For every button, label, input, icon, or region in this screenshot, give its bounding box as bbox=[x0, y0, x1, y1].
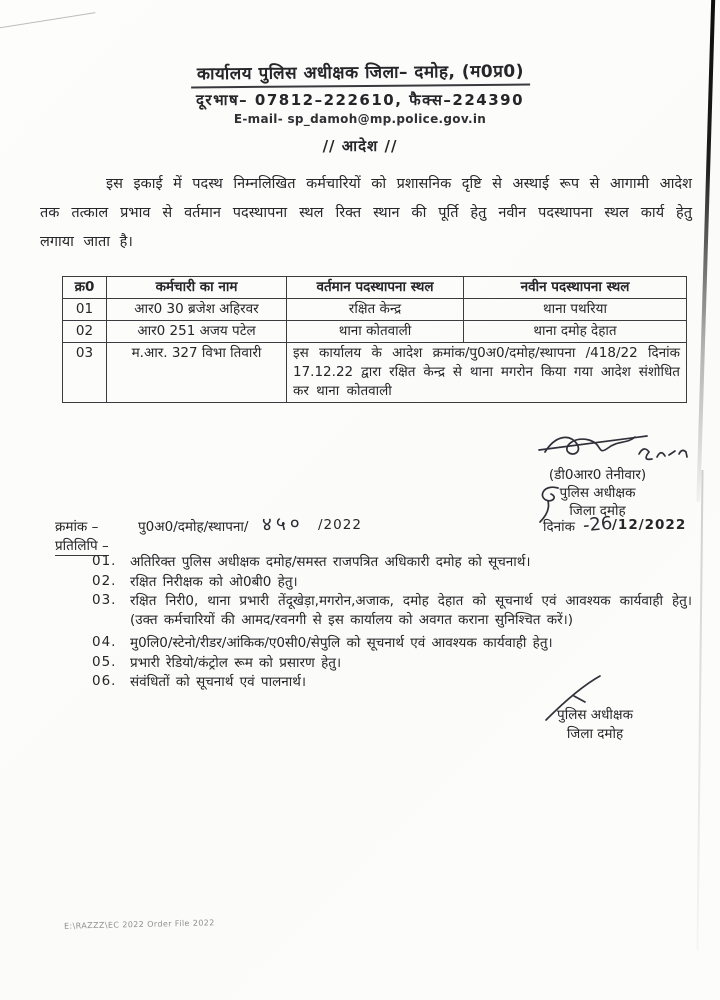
list-item bbox=[0, 654, 720, 673]
list-item-number: 01. bbox=[92, 553, 117, 569]
handwritten-date-day: -26 bbox=[582, 512, 614, 537]
handwritten-signature bbox=[535, 424, 695, 470]
footer-file-path: E:\RAZZZ\EC 2022 Order File 2022 bbox=[63, 918, 215, 931]
table-header-row bbox=[63, 277, 687, 299]
letterhead bbox=[0, 60, 720, 156]
cell-sno: 02 bbox=[63, 321, 107, 343]
signatory-designation: पुलिस अधीक्षक bbox=[559, 485, 636, 501]
signatory-district: जिला दमोह bbox=[569, 503, 626, 519]
office-title: कार्यालय पुलिस अधीक्षक जिला– दमोह, (म0प्र0) bbox=[190, 59, 529, 89]
kramank-year: /2022 bbox=[318, 517, 362, 533]
list-item-text: मु0लि0/स्टेनो/रीडर/आंकिक/ए0सी0/सेपुलि को सूचनार्थ एवं आवश्यक कार्यवाही हेतु। bbox=[130, 635, 553, 651]
table-row bbox=[63, 343, 687, 403]
list-item-text: संवंधितों को सूचनार्थ एवं पालनार्थ। bbox=[130, 674, 306, 690]
order-body-paragraph: इस इकाई में पदस्थ निम्नलिखित कर्मचारियों को प्रशासनिक दृष्टि से अस्थाई रूप से आगामी आदेश तक तत्काल प्रभाव से वर्तमान पदस्थापना स्थल रिक्त स्थान की पूर्ति हेतु नवीन पदस्थापना स्थल कार्य हेतु लगाया जाता है। bbox=[40, 176, 692, 250]
signature-block-bottom bbox=[505, 706, 685, 744]
list-item-text: प्रभारी रेडियो/कंट्रोल रूम को प्रसारण हेतु। bbox=[130, 654, 342, 671]
list-item-number: 05. bbox=[92, 653, 117, 670]
date-label: दिनांक bbox=[543, 519, 576, 535]
list-item bbox=[0, 573, 720, 592]
list-item-number: 06. bbox=[92, 673, 117, 689]
cell-current: रक्षित केन्द्र bbox=[287, 299, 464, 321]
cell-sno: 01 bbox=[63, 299, 107, 321]
list-item-number: 02. bbox=[92, 572, 117, 589]
cell-current: थाना कोतवाली bbox=[287, 321, 464, 343]
signatory-name: (डी0आर0 तेनीवार) bbox=[548, 467, 647, 483]
cell-name: आर0 251 अजय पटेल bbox=[107, 321, 287, 343]
list-item bbox=[0, 592, 720, 629]
date-month-year: /12/2022 bbox=[612, 517, 687, 533]
transfer-table bbox=[62, 276, 687, 403]
pratilipi-label: प्रतिलिपि – bbox=[55, 538, 109, 554]
col-header-sno: क्र0 bbox=[63, 277, 107, 299]
col-header-new-posting: नवीन पदस्थापना स्थल bbox=[464, 277, 687, 299]
cell-name: म.आर. 327 विभा तिवारी bbox=[107, 343, 287, 403]
list-item bbox=[0, 553, 720, 572]
order-heading: // आदेश // bbox=[322, 137, 398, 155]
list-item bbox=[0, 634, 720, 653]
cell-name: आर0 30 ब्रजेश अहिरवर bbox=[107, 299, 287, 321]
cell-sno: 03 bbox=[63, 343, 107, 403]
list-item bbox=[0, 673, 720, 692]
cell-new: थाना पथरिया bbox=[464, 299, 687, 321]
table-row bbox=[63, 321, 687, 343]
list-item-text: रक्षित निरी0, थाना प्रभारी तेंदूखेड़ा,मगरोन,अजाक, दमोह देहात को सूचनार्थ एवं आवश्यक कार्यवाही हेतु। (उक्त कर्मचारियों की आमद/रवनगी से इस कार्यालय को अवगत कराना सुनिश्चित करें।) bbox=[130, 593, 692, 628]
signatory-district: जिला दमोह bbox=[566, 726, 624, 742]
handwritten-serial-number: ४५० bbox=[261, 512, 305, 536]
kramank-label: क्रमांक – bbox=[55, 519, 99, 535]
list-item-number: 03. bbox=[92, 592, 117, 608]
kramank-value: पु0अ0/दमोह/स्थापना/ bbox=[138, 519, 249, 535]
list-item-text: रक्षित निरीक्षक को ओ0बी0 हेतु। bbox=[130, 573, 298, 590]
email-line: E-mail- sp_damoh@mp.police.gov.in bbox=[233, 112, 487, 126]
list-item-number: 04. bbox=[92, 634, 117, 650]
list-item-text: अतिरिक्त पुलिस अधीक्षक दमोह/समस्त राजपत्रित अधिकारी दमोह को सूचनार्थ। bbox=[130, 554, 531, 570]
table-row bbox=[63, 299, 687, 321]
signature-block-top bbox=[495, 428, 700, 520]
col-header-name: कर्मचारी का नाम bbox=[107, 277, 287, 299]
page-edge-shadow-faint bbox=[696, 470, 703, 950]
cell-new: थाना दमोह देहात bbox=[464, 321, 687, 343]
cell-merged-remark: इस कार्यालय के आदेश क्रमांक/पु0अ0/दमोह/स्थापना /418/22 दिनांक 17.12.22 द्वारा रक्षित केन्द्र से थाना मगरोन किया गया आदेश संशोधित कर थाना कोतवाली bbox=[287, 343, 687, 403]
col-header-current-posting: वर्तमान पदस्थापना स्थल bbox=[287, 277, 464, 299]
copy-distribution-list bbox=[0, 553, 720, 693]
phone-fax-line: दूरभाष– 07812–222610, फैक्स–224390 bbox=[195, 91, 525, 109]
scan-artifact-line bbox=[0, 12, 95, 29]
signatory-designation: पुलिस अधीक्षक bbox=[557, 707, 633, 723]
